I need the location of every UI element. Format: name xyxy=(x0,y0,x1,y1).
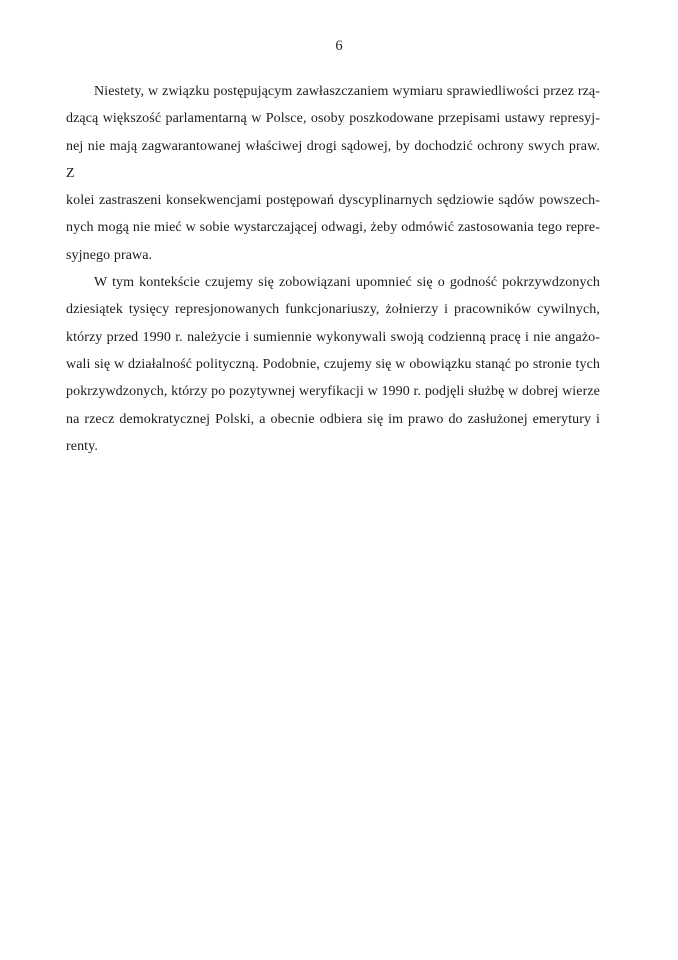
text-line: Niestety, w związku postępującym zawłaszczaniem wymiaru sprawiedliwości przez rzą- xyxy=(94,84,600,99)
text-line: syjnego prawa. xyxy=(66,247,153,263)
paragraph-2 xyxy=(66,269,600,460)
text-line: nych mogą nie mieć w sobie wystarczającej odwagi, żeby odmówić zastosowania tego repre- xyxy=(66,220,600,236)
page-number: 6 xyxy=(335,38,343,54)
text-line: dzącą większość parlamentarną w Polsce, osoby poszkodowane przepisami ustawy represyj- xyxy=(66,111,600,127)
text-line: dziesiątek tysięcy represjonowanych funkcjonariuszy, żołnierzy i pracowników cywilnych, xyxy=(66,302,600,318)
text-line: którzy przed 1990 r. należycie i sumiennie wykonywali swoją codzienną pracę i nie angażo- xyxy=(66,329,600,345)
document-body xyxy=(66,78,600,460)
text-line: W tym kontekście czujemy się zobowiązani upomnieć się o godność pokrzywdzonych xyxy=(94,275,600,291)
text-line: renty. xyxy=(66,438,98,454)
text-line: pokrzywdzonych, którzy po pozytywnej weryfikacji w 1990 r. podjęli służbę w dobrej wierze xyxy=(66,384,600,400)
paragraph-1 xyxy=(66,78,600,269)
text-line: wali się w działalność polityczną. Podobnie, czujemy się w obowiązku stanąć po stronie tych xyxy=(66,356,600,372)
text-line: kolei zastraszeni konsekwencjami postępowań dyscyplinarnych sędziowie sądów powszech- xyxy=(66,193,600,209)
text-line: na rzecz demokratycznej Polski, a obecnie odbiera się im prawo do zasłużonej emerytury i xyxy=(66,411,600,427)
text-line: nej nie mają zagwarantowanej właściwej drogi sądowej, by dochodzić ochrony swych praw. Z xyxy=(66,138,600,181)
